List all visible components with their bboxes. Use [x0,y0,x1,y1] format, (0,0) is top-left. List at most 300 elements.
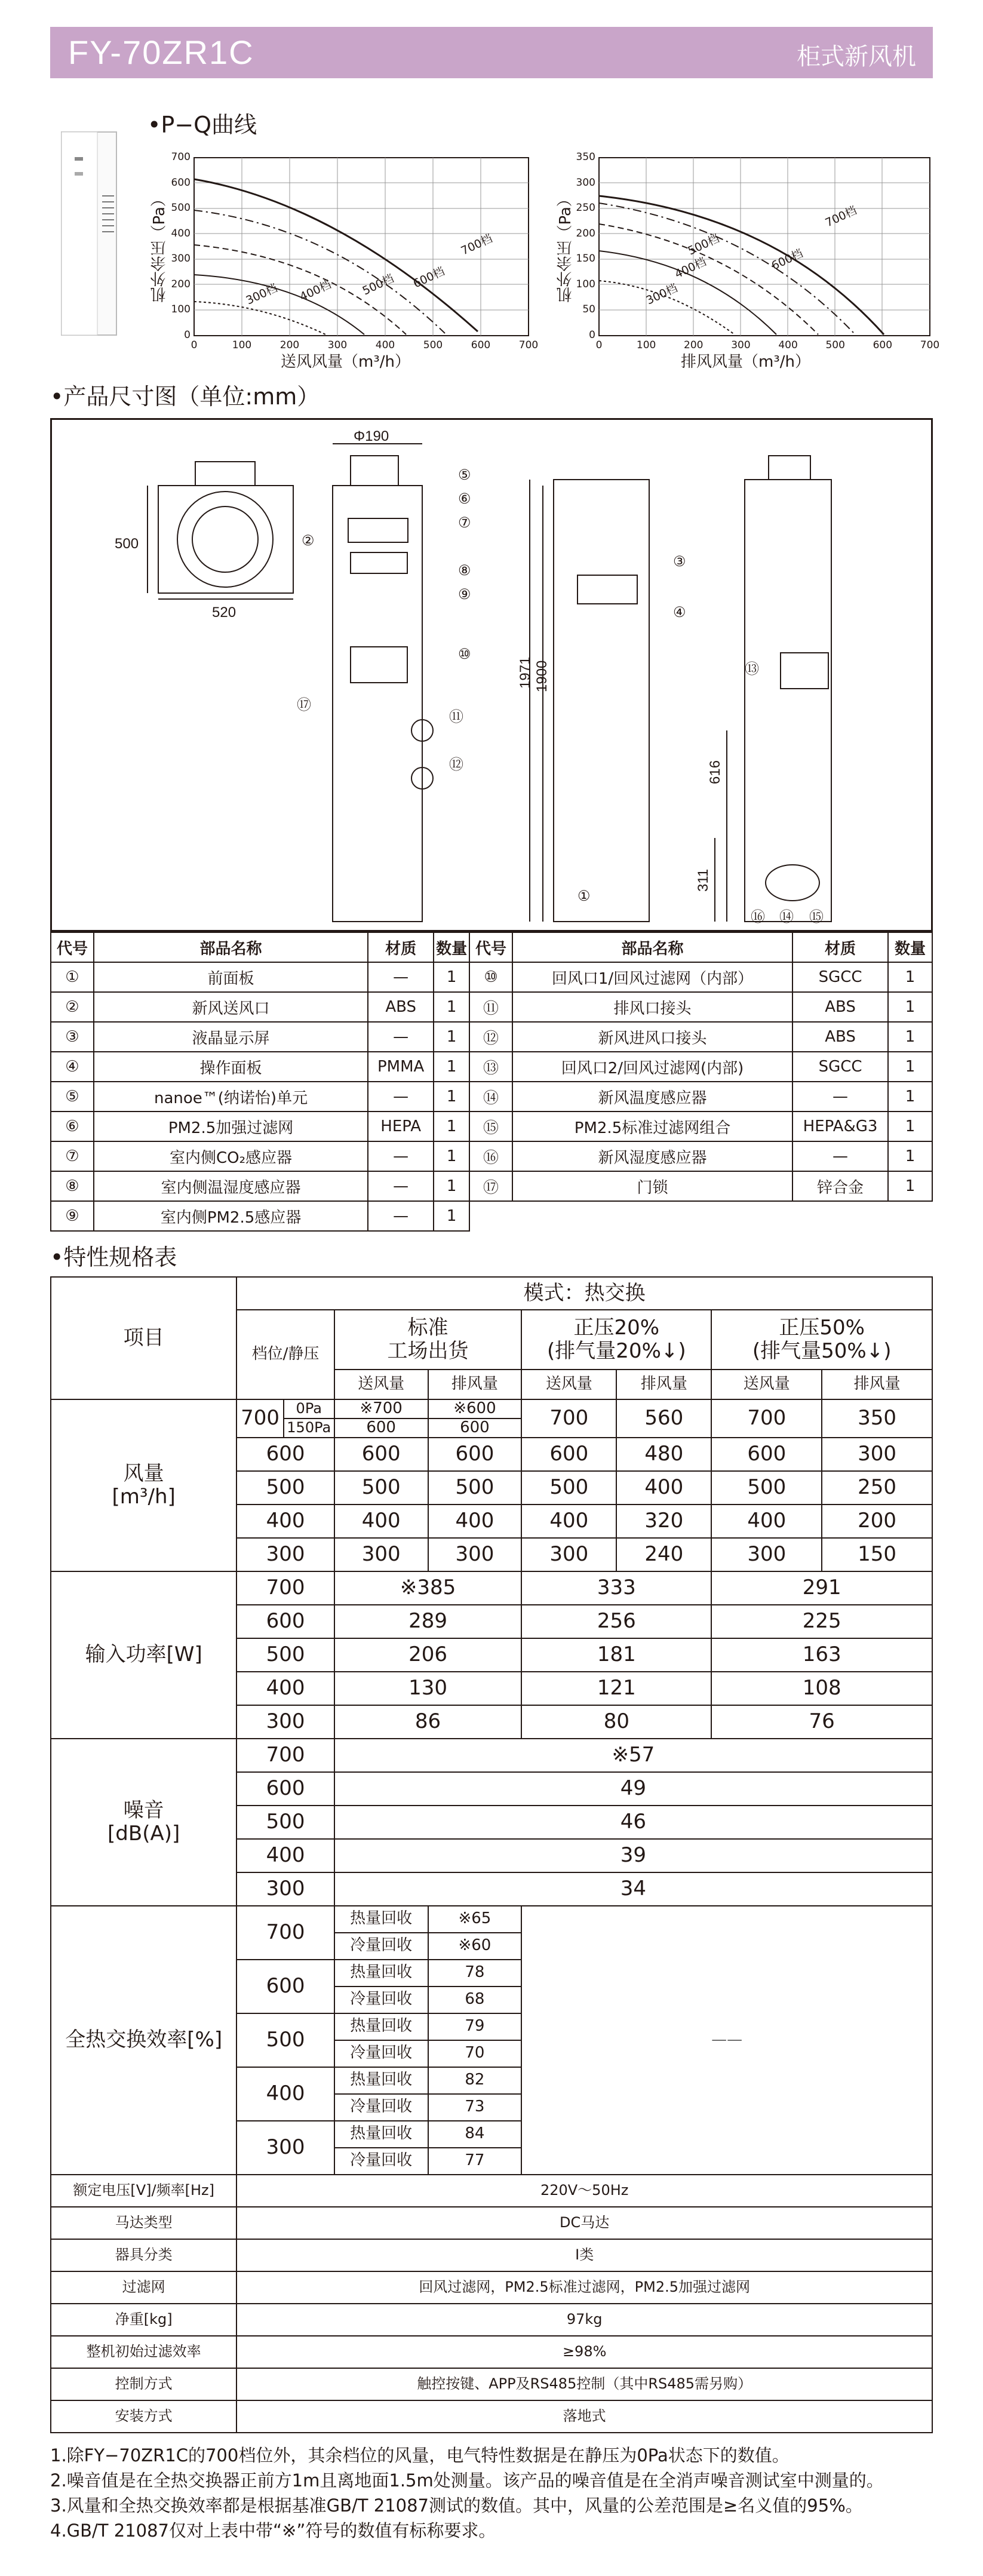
spec-cell: 700 [711,1399,822,1438]
parts-cell: ⑰ [469,1171,512,1201]
spec-cell: 400 [616,1471,711,1505]
spec-cell: 马达类型 [51,2207,236,2239]
parts-cell: 液晶显示屏 [94,1022,368,1052]
pq-left-ylabel: 机外余压（Pa） [150,191,168,303]
parts-cell: 1 [434,962,469,992]
right-xtick: 600 [873,339,893,351]
spec-cell: ※60 [428,1933,522,1960]
callout-17: ⑰ [297,697,311,713]
parts-cell: 室内侧温湿度感应器 [94,1171,368,1201]
parts-cell: 室内侧PM2.5感应器 [94,1201,368,1231]
spec-cell: 70 [428,2040,522,2067]
left-xtick: 300 [327,339,348,351]
right-ytick: 350 [576,151,595,163]
spec-cell: 300 [822,1438,932,1471]
spec-cell: 整机初始过滤效率 [51,2336,236,2368]
spec-cell: 500 [236,2013,334,2067]
product-category: 柜式新风机 [797,43,916,70]
parts-cell: ⑯ [469,1141,512,1171]
spec-cell: 落地式 [236,2400,932,2433]
spec-cell: 500 [711,1471,822,1505]
spec-row [51,2175,932,2207]
noise-unit: [dB(A)] [107,1821,180,1846]
spec-cell: 过滤网 [51,2271,236,2304]
spec-cell: 300 [236,1872,334,1906]
parts-cell: — [368,1171,434,1201]
spec-cell: 400 [428,1505,522,1538]
spec-cell: 控制方式 [51,2368,236,2400]
parts-header-cell: 部品名称 [512,932,792,962]
notes [50,2443,946,2543]
airflow-unit: [m³/h] [112,1484,176,1509]
left-curve-label: 500档 [360,272,396,298]
callout-9: ⑨ [458,587,471,603]
right-xtick: 300 [731,339,751,351]
parts-cell: PM2.5加强过滤网 [94,1112,368,1141]
parts-cell: ABS [368,992,434,1022]
callout-4: ④ [673,604,686,621]
parts-empty-cell [469,1201,932,1231]
parts-cell: ⑬ [469,1052,512,1082]
spec-cell: 86 [334,1705,522,1739]
dim-depth: 500 [115,536,139,552]
parts-cell: ④ [51,1052,94,1082]
spec-cell: 300 [236,2121,334,2175]
spec-cell: ※385 [334,1571,522,1605]
parts-cell: nanoe™(纳诺怡)单元 [94,1082,368,1112]
spec-cell: 700 [236,1399,283,1438]
spec-row [51,1571,932,1605]
spec-cell: 全热交换效率[%] [51,1906,236,2175]
parts-cell: 室内侧CO₂感应器 [94,1141,368,1171]
left-ytick: 300 [171,253,191,265]
callout-5: ⑤ [458,467,471,483]
spec-cell: 34 [334,1872,932,1906]
spec-cell: 500 [236,1471,334,1505]
callout-2: ② [302,533,315,549]
parts-header-cell: 材质 [792,932,888,962]
spec-cell: 400 [236,1505,334,1538]
dim-height-total: 1971 [517,656,533,689]
spec-cell: 300 [236,1538,334,1571]
spec-cell: 300 [236,1705,334,1739]
left-xtick: 200 [279,339,300,351]
spec-cell: ※65 [428,1906,522,1933]
spec-cell: 320 [616,1505,711,1538]
spec-cell: 热量回收 [334,2013,428,2040]
spec-cell: 排风量 [616,1370,711,1399]
note-line: 2.噪音值是在全热交换器正前方1m且离地面1.5m处测量。该产品的噪音值是在全消声噪音测试室中测量的。 [50,2470,884,2491]
parts-header-cell: 部品名称 [94,932,368,962]
left-ytick: 0 [184,329,191,341]
spec-cell: 78 [428,1960,522,1987]
left-ytick: 600 [171,176,191,189]
parts-cell: 新风湿度感应器 [512,1141,792,1171]
parts-header-cell: 代号 [469,932,512,962]
spec-cell: ※600 [428,1399,522,1419]
callout-10: ⑩ [458,646,471,662]
spec-cell: 300 [521,1538,616,1571]
spec-cell: 121 [521,1672,711,1705]
noise-label: 噪音 [123,1798,164,1822]
parts-cell: 1 [888,992,932,1022]
spec-cell: 送风量 [521,1370,616,1399]
spec-cell: 正压20% (排气量20%↓) [521,1310,711,1370]
section-spec-title: •特性规格表 [50,1244,177,1270]
spec-cell: 档位/静压 [236,1310,334,1399]
spec-row [51,2271,932,2304]
callout-1: ① [577,888,591,904]
spec-cell: 安装方式 [51,2400,236,2433]
spec-cell: 400 [236,1839,334,1872]
spec-cell: 500 [334,1471,428,1505]
parts-cell: 1 [434,1141,469,1171]
parts-cell: ③ [51,1022,94,1052]
note-line: 3.风量和全热交换效率都是根据基准GB/T 21087测试的数值。其中，风量的公差范围是≥名义值的95%。 [50,2495,863,2516]
parts-cell: 1 [888,1082,932,1112]
spec-cell: 80 [521,1705,711,1739]
parts-cell: ⑤ [51,1082,94,1112]
left-curve-label: 400档 [297,278,333,304]
spec-cell: 400 [334,1505,428,1538]
right-ytick: 250 [576,202,595,214]
parts-cell: ② [51,992,94,1022]
spec-cell: 39 [334,1839,932,1872]
parts-cell: ⑮ [469,1112,512,1141]
spec-cell: 256 [521,1605,711,1638]
parts-cell: — [368,1201,434,1231]
spec-cell: 冷量回收 [334,2148,428,2175]
callout-7: ⑦ [458,515,471,531]
parts-cell: 1 [434,1052,469,1082]
spec-cell: 400 [521,1505,616,1538]
parts-cell: 1 [888,1052,932,1082]
dim-diameter: Φ190 [354,428,389,444]
right-curve-label: 700档 [823,204,859,230]
spec-row [51,2400,932,2433]
spec-cell: 150 [822,1538,932,1571]
parts-cell: 1 [888,1112,932,1141]
callout-14: ⑭ [779,909,794,925]
spec-cell: 300 [428,1538,522,1571]
right-xtick: 200 [684,339,704,351]
parts-cell: ⑥ [51,1112,94,1141]
spec-cell: 回风过滤网，PM2.5标准过滤网，PM2.5加强过滤网 [236,2271,932,2304]
parts-cell: ⑦ [51,1141,94,1171]
spec-cell: 240 [616,1538,711,1571]
parts-cell: 排风口接头 [512,992,792,1022]
spec-cell: 600 [236,1772,334,1806]
spec-cell: 700 [521,1399,616,1438]
spec-cell: 600 [428,1438,522,1471]
spec-cell: DC马达 [236,2207,932,2239]
spec-cell: 排风量 [822,1370,932,1399]
right-ytick: 100 [576,278,595,290]
right-xtick: 400 [778,339,798,351]
callout-13: ⑬ [745,661,759,677]
spec-cell: 冷量回收 [334,1933,428,1960]
spec-cell: 正压50% (排气量50%↓) [711,1310,932,1370]
spec-row [51,2304,932,2336]
right-curve-label: 400档 [672,255,708,281]
parts-row [51,1052,932,1082]
note-line: 4.GB/T 21087仅对上表中带“※”符号的数值有标称要求。 [50,2520,496,2541]
spec-cell [51,1739,236,1906]
parts-header-cell: 材质 [368,932,434,962]
callout-16: ⑯ [751,909,765,925]
spec-cell: 130 [334,1672,522,1705]
spec-table [50,1276,933,2433]
right-curve-label: 600档 [769,247,805,273]
spec-row [51,1739,932,1772]
spec-cell: 600 [236,1960,334,2013]
left-ytick: 200 [171,278,191,290]
spec-cell: 500 [236,1806,334,1839]
left-curve-label: 600档 [411,265,447,291]
spec-row [51,1399,932,1419]
right-curve-label: 300档 [644,281,680,308]
right-ytick: 0 [589,329,595,341]
left-ytick: 400 [171,227,191,240]
parts-cell: PMMA [368,1052,434,1082]
spec-cell: 热量回收 [334,1906,428,1933]
spec-cell: 480 [616,1438,711,1471]
spec-cell: 600 [428,1419,522,1438]
spec-cell: 77 [428,2148,522,2175]
spec-cell: 700 [236,1571,334,1605]
parts-cell: — [368,1141,434,1171]
spec-cell: 350 [822,1399,932,1438]
parts-cell: 新风进风口接头 [512,1022,792,1052]
parts-cell: 前面板 [94,962,368,992]
parts-row [51,962,932,992]
spec-cell: 标准 工场出货 [334,1310,522,1370]
spec-cell: 560 [616,1399,711,1438]
spec-cell: I类 [236,2239,932,2271]
airflow-label: 风量 [123,1461,164,1485]
spec-row [51,1277,932,1310]
parts-cell: ABS [792,1022,888,1052]
spec-cell: 600 [236,1605,334,1638]
parts-cell: 1 [434,1022,469,1052]
spec-cell: 400 [711,1505,822,1538]
spec-cell: 49 [334,1772,932,1806]
parts-row [51,1201,932,1231]
spec-cell: 600 [334,1438,428,1471]
spec-cell: —— [521,1906,932,2175]
spec-cell: 400 [236,2067,334,2121]
spec-cell: 600 [521,1438,616,1471]
parts-cell: 操作面板 [94,1052,368,1082]
spec-row [51,2239,932,2271]
parts-cell: PM2.5标准过滤网组合 [512,1112,792,1141]
spec-cell: 82 [428,2067,522,2094]
spec-row [51,2207,932,2239]
note-line: 1.除FY−70ZR1C的700档位外，其余档位的风量，电气特性数据是在静压为0Pa状态下的数值。 [50,2445,790,2466]
spec-cell: 送风量 [711,1370,822,1399]
spec-cell: 163 [711,1638,932,1672]
parts-cell: — [368,962,434,992]
section-dims-title: •产品尺寸图（单位:mm） [50,383,320,410]
spec-cell: 项目 [51,1277,236,1399]
parts-cell: 1 [888,1141,932,1171]
spec-row [51,2368,932,2400]
spec-cell: ※57 [334,1739,932,1772]
parts-cell: 1 [888,1171,932,1201]
parts-cell: ⑪ [469,992,512,1022]
spec-cell: 79 [428,2013,522,2040]
left-xtick: 600 [471,339,491,351]
parts-cell: HEPA [368,1112,434,1141]
parts-header-row [51,932,932,962]
callout-15: ⑮ [809,909,824,925]
callout-12: ⑫ [449,757,463,773]
right-ytick: 300 [576,176,595,189]
spec-cell: 300 [711,1538,822,1571]
parts-cell: ⑨ [51,1201,94,1231]
left-ytick: 700 [171,151,191,163]
parts-header-cell: 数量 [888,932,932,962]
callout-6: ⑥ [458,491,471,507]
parts-cell: — [368,1022,434,1052]
parts-row [51,1082,932,1112]
spec-cell: 600 [711,1438,822,1471]
spec-cell: 76 [711,1705,932,1739]
parts-cell: 回风口2/回风过滤网(内部) [512,1052,792,1082]
spec-cell: 热量回收 [334,1960,428,1987]
spec-cell: ※700 [334,1399,428,1419]
left-xtick: 400 [375,339,395,351]
dim-311: 311 [695,868,711,892]
pq-right-xlabel: 排风风量（m³/h） [681,353,810,371]
parts-cell: — [792,1082,888,1112]
parts-cell: — [368,1082,434,1112]
spec-cell: 300 [334,1538,428,1571]
callout-11: ⑪ [449,709,463,725]
right-curve-label: 500档 [686,232,721,258]
dim-616: 616 [707,760,723,784]
dimension-drawing [52,420,931,930]
parts-header-cell: 数量 [434,932,469,962]
spec-cell: 冷量回收 [334,2040,428,2067]
spec-cell: 73 [428,2094,522,2121]
spec-cell: 291 [711,1571,932,1605]
parts-row [51,1171,932,1201]
parts-cell: — [792,1141,888,1171]
right-ytick: 50 [582,303,595,316]
spec-cell: 206 [334,1638,522,1672]
spec-cell: 84 [428,2121,522,2148]
right-ytick: 150 [576,253,595,265]
parts-row [51,1022,932,1052]
parts-cell: ⑧ [51,1171,94,1201]
right-xtick: 700 [920,339,940,351]
parts-cell: 新风送风口 [94,992,368,1022]
spec-cell: 150Pa [284,1419,334,1438]
parts-cell: ⑫ [469,1022,512,1052]
left-xtick: 100 [232,339,252,351]
spec-cell: 46 [334,1806,932,1839]
dim-width: 520 [212,604,236,621]
spec-cell: 500 [521,1471,616,1505]
parts-cell: SGCC [792,1052,888,1082]
spec-cell: 289 [334,1605,522,1638]
parts-cell: 1 [434,1082,469,1112]
spec-cell: 108 [711,1672,932,1705]
spec-cell: 500 [428,1471,522,1505]
spec-cell: 200 [822,1505,932,1538]
spec-cell: 333 [521,1571,711,1605]
left-ytick: 100 [171,303,191,316]
left-xtick: 0 [191,339,198,351]
parts-cell: 回风口1/回风过滤网（内部） [512,962,792,992]
spec-cell: 输入功率[W] [51,1571,236,1739]
right-xtick: 0 [595,339,603,351]
dimension-diagram [50,418,933,932]
spec-cell: 冷量回收 [334,2094,428,2121]
parts-cell: 1 [434,1201,469,1231]
spec-cell: 500 [236,1638,334,1672]
parts-row [51,1141,932,1171]
right-xtick: 500 [825,339,845,351]
spec-cell: 97kg [236,2304,932,2336]
spec-cell [51,1399,236,1571]
callout-8: ⑧ [458,563,471,579]
parts-row [51,1112,932,1141]
parts-cell: ⑩ [469,962,512,992]
spec-cell: 600 [334,1419,428,1438]
spec-cell: 0Pa [284,1399,334,1419]
parts-cell: HEPA&G3 [792,1112,888,1141]
spec-cell: 额定电压[V]/频率[Hz] [51,2175,236,2207]
spec-cell: 热量回收 [334,2121,428,2148]
callout-3: ③ [673,554,686,570]
left-curve-label: 300档 [244,281,279,308]
spec-cell: 400 [236,1672,334,1705]
parts-cell: 1 [434,1112,469,1141]
parts-cell: ⑭ [469,1082,512,1112]
parts-header-cell: 代号 [51,932,94,962]
right-ytick: 200 [576,227,595,240]
spec-cell: 700 [236,1739,334,1772]
parts-cell: 1 [888,962,932,992]
parts-cell: ABS [792,992,888,1022]
spec-cell: 冷量回收 [334,1987,428,2013]
spec-cell: 250 [822,1471,932,1505]
parts-cell: 1 [434,1171,469,1201]
spec-cell: ≥98% [236,2336,932,2368]
pq-chart-right [599,158,930,336]
spec-cell: 68 [428,1987,522,2013]
spec-cell: 225 [711,1605,932,1638]
spec-cell: 181 [521,1638,711,1672]
spec-cell: 600 [236,1438,334,1471]
spec-cell: 净重[kg] [51,2304,236,2336]
spec-row [51,2336,932,2368]
spec-cell: 700 [236,1906,334,1960]
left-curve-label: 700档 [459,232,494,258]
spec-cell: 模式：热交换 [236,1277,932,1310]
pq-left-xlabel: 送风风量（m³/h） [281,353,410,371]
parts-cell: SGCC [792,962,888,992]
pq-right-ylabel: 机外余压（Pa） [557,191,575,303]
spec-cell: 排风量 [428,1370,522,1399]
left-xtick: 700 [518,339,539,351]
spec-cell: 220V～50Hz [236,2175,932,2207]
section-pq-title: •P−Q曲线 [148,112,257,138]
spec-cell: 送风量 [334,1370,428,1399]
left-xtick: 500 [423,339,443,351]
